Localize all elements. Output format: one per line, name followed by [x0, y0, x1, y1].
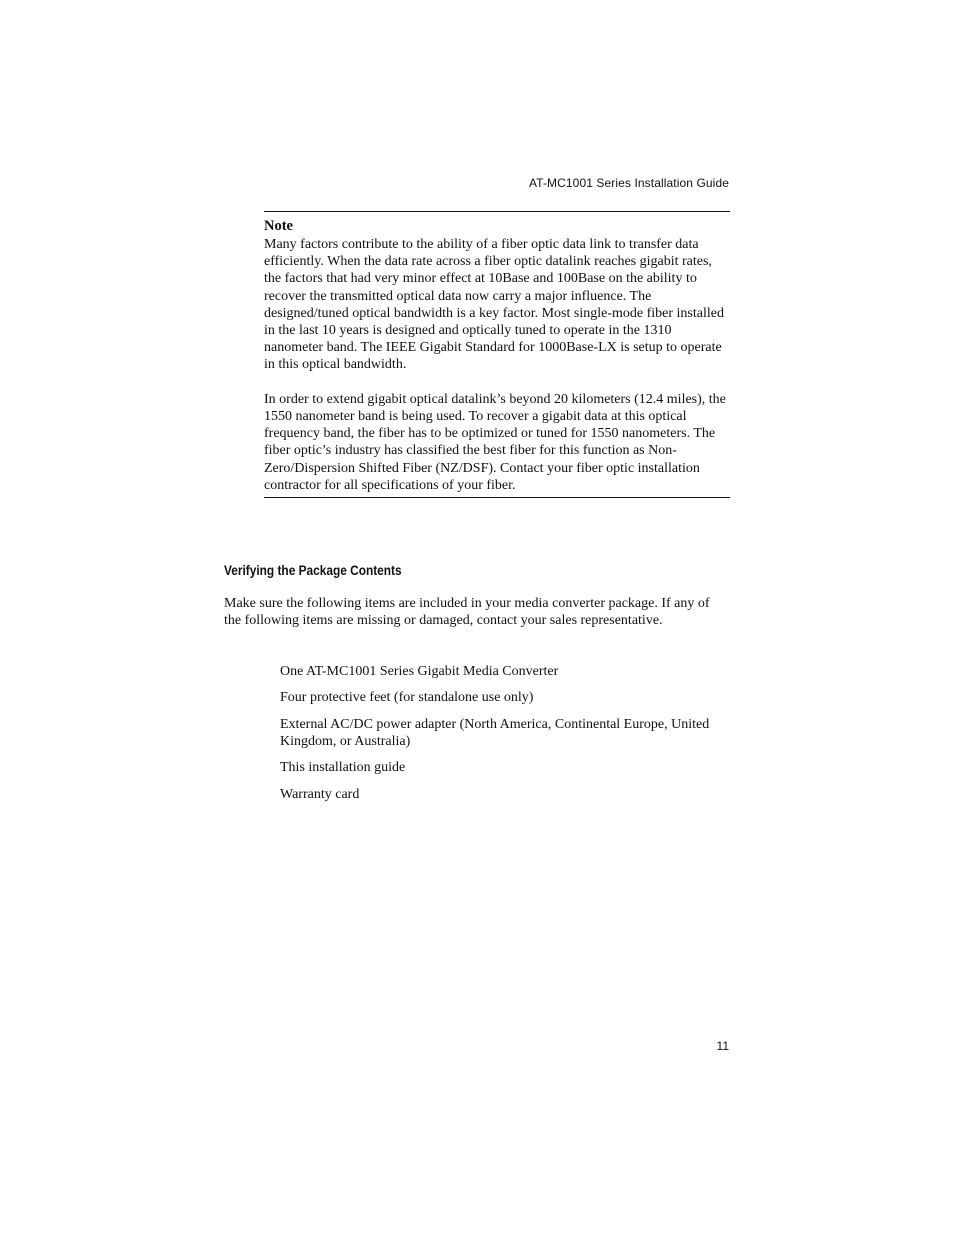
list-item: One AT-MC1001 Series Gigabit Media Converter [280, 664, 559, 679]
running-header: AT-MC1001 Series Installation Guide [528, 176, 729, 190]
page-number: 11 [716, 1039, 729, 1053]
list-item: This installation guide [280, 760, 406, 776]
section-heading: Verifying the Package Contents [224, 563, 402, 578]
note-paragraph: Many factors contribute to the ability of a fiber optic data link to transfer data efficiently. When the data rate across a fiber optic datalink reaches gigabit rates, the factors that had very minor effect at 10Base and 100Base on the ability to recover the transmitted optical data now carry a major influence. The designed/tuned optical bandwidth is a key factor. Most single-mode fiber installed in the last 10 years is designed and optically tuned to operate in the 1310 nanometer band. The IEEE Gigabit Standard for 1000Base-LX is setup to operate in this optical bandwidth. [264, 237, 724, 373]
note-box [264, 211, 730, 498]
note-paragraph: In order to extend gigabit optical datalink’s beyond 20 kilometers (12.4 miles), the 1550 nanometer band is being used. To recover a gigabit data at this optical frequency band, the fiber has to be optimized or tuned for 1550 nanometers. The fiber optic’s industry has classified the best fiber for this function as Non-Zero/Dispersion Shifted Fiber (NZ/DSF). Contact your fiber optic installation contractor for all specifications of your fiber. [264, 391, 726, 493]
package-contents-list [280, 663, 732, 812]
intro-paragraph: Make sure the following items are included in your media converter package. If any of the following items are missing or damaged, contact your sales representative. [224, 596, 710, 629]
note-title: Note [264, 218, 293, 234]
list-item: Four protective feet (for standalone use only) [280, 690, 534, 706]
list-item: External AC/DC power adapter (North America, Continental Europe, United Kingdom, or Australia) [280, 716, 710, 749]
list-item: Warranty card [280, 786, 360, 802]
